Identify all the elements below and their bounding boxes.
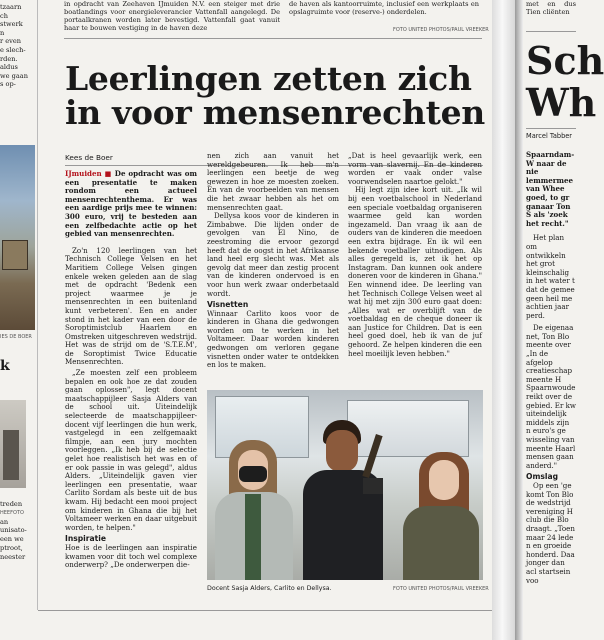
right-byline-rule: [526, 128, 576, 129]
top-column-2: [289, 0, 479, 16]
right-headline: [526, 38, 604, 125]
person-dellysa-face: [429, 460, 459, 500]
right-headline-text: Sch Wh: [526, 38, 604, 125]
top-photo-credit: FOTO UNITED PHOTOS/PAUL VREEKER: [393, 27, 489, 33]
paragraph: Op een 'ge komt Ton Blo de wedstrijd vereniging H club die Blo draagt. „Toen maar 24 lede n en groeide honderd. Daa jonger dan acl startsein voo: [526, 480, 575, 585]
left-edge-line: ptroot,: [0, 543, 23, 552]
left-edge-line: stwerk: [0, 20, 23, 29]
left-edge-credit: HEEFOTO: [0, 509, 24, 516]
paragraph: „Dat is heel gevaarlijk werk, een vorm van slavernij. En de kinderen worden er vaak onder valse voorwendselen naartoe gelokt.": [348, 151, 482, 186]
left-edge-line: unisato-: [0, 526, 27, 535]
article-headline: Leerlingen zetten zich in voor mensenrechten: [65, 59, 485, 132]
top-text-2: de haven als kantoorruimte, inclusief een werkplaats en opslagruimte voor (reserve-) onderdelen.: [289, 0, 479, 16]
left-edge-text: [0, 3, 34, 89]
left-edge-photo-2-door: [3, 430, 19, 480]
left-edge-line: e slech-: [0, 45, 26, 54]
dateline: IJmuiden: [65, 169, 102, 178]
paragraph: „Ze moesten zelf een probleem bepalen en ook hoe ze dat zouden gaan oplossen", legt docent maatschappijleer Sasja Alders van de school uit. Uiteindelijk selecteerde de maatschappijleer-docent vijf leerlingen die hun werk, vastgelegd in een zelfgemaakt filmpje, aan een jury mochten voorleggen. „Ik heb bij de selectie gelet hoe realistisch het was en of er ook passie in was gelegd", aldus Alders. „Uiteindelijk gaven vier leerlingen een presentatie, waar Carlito Sordam als beste uit de bus kwam. Hij bedacht een mooi project om kinderen in Ghana die bij het Voltameer werken en daar uitgebuit worden, te helpen.": [65, 368, 197, 532]
left-edge-photo-sign: [2, 240, 28, 270]
left-edge-line: tzaarn: [0, 3, 22, 11]
article-lead: [65, 170, 197, 239]
paragraph: Dellysa koos voor de kinderen in Zimbabwe. Die lijden onder de gevolgen van El Nino, de zeestroming die ervoor gezorgd heeft dat de oogst in het Afrikaanse land heel erg slecht was. Met als gevolg dat meer dan zestig procent van de kinderen ondervoed is en voor hun werk zwaar onderbetaald wordt.: [207, 211, 339, 298]
left-edge-line: treden: [0, 500, 23, 508]
article-photo: [207, 390, 483, 580]
trophy-base: [363, 478, 383, 494]
article-column-3: [348, 152, 482, 358]
left-edge-line: neester: [0, 552, 26, 561]
person-sasja-shirt: [245, 494, 261, 580]
top-text-1: in opdracht van Zeehaven IJmuiden N.V. een steiger met drie boatlandings voor energieleverancier Vattenfall aangelegd. De portaalkranen worden later bevestigd. Vattenfall gaat vanuit haar te bouwen vestiging in de haven deze: [64, 0, 280, 32]
top-text-3: met en dus Tien cliënten: [526, 0, 576, 16]
left-edge-line: an: [0, 517, 9, 526]
left-edge-line: s op-: [0, 80, 16, 89]
paragraph: Hoe is de leerlingen aan inspiratie kwamen voor dit toch wel complexe onderwerp? „De onderwerpen die-: [65, 542, 197, 570]
person-sasja-mask: [239, 466, 267, 482]
photo-caption: Docent Sasja Alders, Carlito en Dellysa.: [207, 585, 332, 592]
article-column-2: [207, 152, 339, 370]
paragraph: Hij legt zijn idee kort uit. „Ik wil bij een voetbalschool in Nederland een speciale voetbaldag organiseren waarmee geld kan worden ingezameld. Dan vraag ik aan de ouders van de kinderen die meedoen een extra bijdrage. En ik wil een bekende voetballer uitnodigen. Als alles geregeld is, zet ik het op Instagram. Dan kunnen ook andere doneren voor de kinderen in Ghana." Een winnend idee. De leerling van het Technisch College Velsen weet al wat hij met zijn 300 euro gaat doen: „Alles wat er overblijft van de voetbaldag en de cheque doneer ik aan Justice for Children. Dat is een heel goed doel, heb ik van de juf gehoord. Ze helpen kinderen die een heel moeilijk leven hebben.": [348, 185, 482, 358]
paragraph: nen zich aan vanuit het wereldgebeuren. Ik heb m'n leerlingen een beetje de weg gewezen in hoe ze moesten zoeken. En van de voorbeelden van mensen die het zwaar hebben als het om mensenrechten gaat.: [207, 151, 339, 212]
page-fold-shadow: [515, 0, 523, 640]
left-vertical-rule: [37, 0, 38, 610]
left-edge-line: aldus: [0, 63, 18, 72]
subheading-visnetten: Visnetten: [207, 300, 249, 310]
paragraph: Winnaar Carlito koos voor de kinderen in Ghana die gedwongen worden om te werken in het Voltameer. Daar worden kinderen gedwongen om verloren gegane visnetten onder water te ontdekken en los te maken.: [207, 308, 339, 370]
left-edge-photo-2: [0, 400, 26, 488]
top-column-1: [64, 0, 280, 32]
left-edge-line: een we: [0, 535, 24, 544]
subheading-inspiratie: Inspiratie: [65, 534, 107, 544]
paragraph: Het plan om ontwikkeln het grot kleinschalig in het water t dat de gemee geen heil me achtien jaar perd.: [526, 233, 575, 320]
paragraph: De eigenaa net, Ton Blo meente over „In de afgelop creatieschap meente H Spaarnwoude reikt over de gebied. Er kw uiteindelijk middels zijn n euro's ge wisseling van meente Haarl mensen gaan anderd.": [526, 323, 576, 470]
photo-credit: FOTO UNITED PHOTOS/PAUL VREEKER: [393, 586, 489, 592]
left-edge-photo: [0, 145, 35, 330]
left-edge-line: ch: [0, 11, 8, 20]
person-dellysa-body: [403, 506, 479, 580]
dateline-square: ■: [104, 169, 112, 178]
left-edge-line: rden.: [0, 54, 18, 63]
article-bottom-rule: [38, 610, 492, 611]
paragraph: Zo'n 120 leerlingen van het Technisch College Velsen en het Maritiem College Velsen gingen enkele weken geleden aan de slag met de opdracht 'Bedenk een project waarmee je je mensenrechten in een buitenland kunt verbeteren'. Een en ander stond in het kader van een door de Soroptimistclub Haarlem en Omstreken uitgeschreven wedstrijd. Het was de strijd om de 'S.T.E.M', de Soroptimist Twice Educatie Mensenrechten.: [65, 245, 197, 367]
left-edge-k: k: [0, 358, 10, 374]
lead-text: De opdracht was om een presentatie te maken rondom een actueel mensenrechtenthema. Er was een aardige prijs mee te winnen: 300 euro, vrij te besteden aan een zelfbedachte actie op het gebied van mensenrechten.: [65, 169, 197, 239]
trophy-figure: [362, 434, 382, 478]
right-lead: Spaarndam-W naar de nie lemmermee van Whee goed, to gr ganaar Ton S als 'zoek het recht.": [526, 150, 575, 228]
left-edge-bottom: [0, 500, 34, 562]
article-column-1: [65, 170, 197, 570]
top-rule: [64, 38, 482, 39]
trophy: [363, 434, 383, 494]
right-column: [526, 151, 576, 585]
right-top-rule: [526, 31, 576, 32]
article-byline: Kees de Boer: [65, 153, 113, 162]
right-byline: Marcel Tabber: [526, 132, 573, 140]
left-edge-photo-credit: IES DE BOER: [0, 334, 32, 340]
person-carlito-face: [326, 430, 358, 472]
left-edge-line: we gaan: [0, 71, 28, 80]
top-column-3: [526, 0, 576, 16]
left-edge-line: r even: [0, 37, 22, 46]
subheading-omslag: Omslag: [526, 472, 559, 482]
left-edge-line: n: [0, 28, 5, 37]
